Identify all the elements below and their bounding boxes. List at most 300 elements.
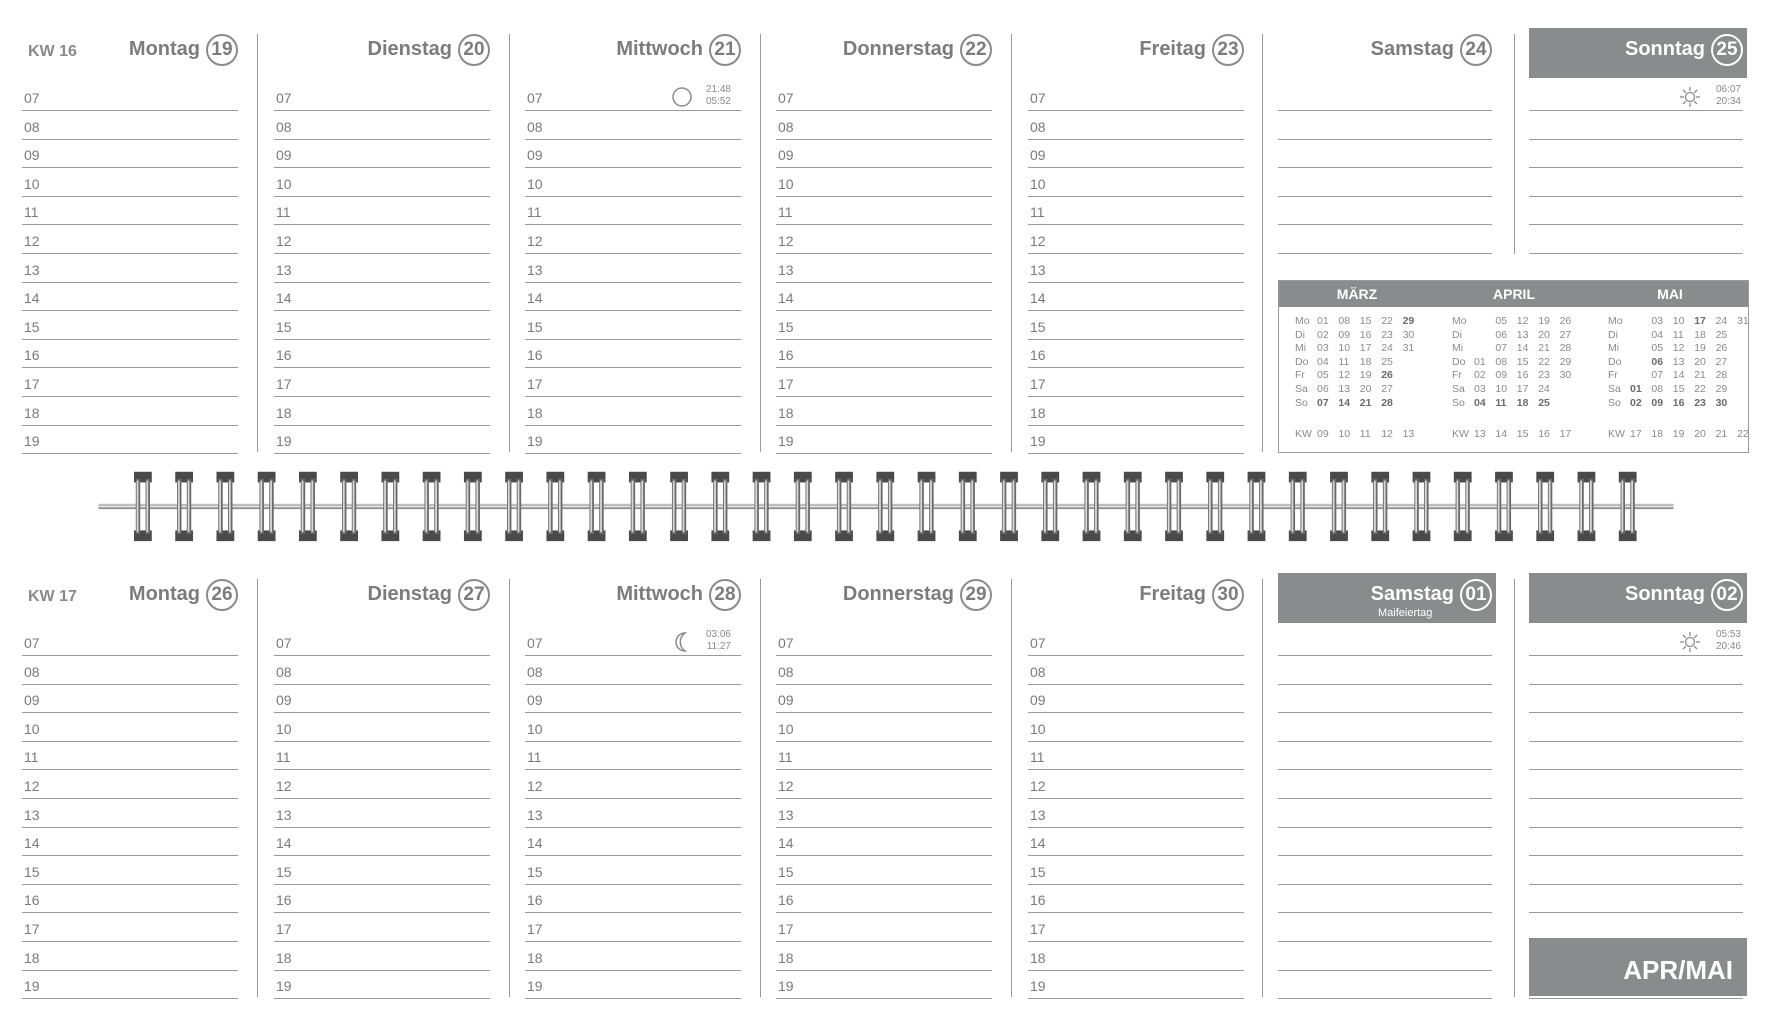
hour-line <box>22 769 238 770</box>
hour-line <box>525 798 741 799</box>
hour-line <box>1028 196 1244 197</box>
mini-calendar-date[interactable]: 12 <box>1672 342 1685 355</box>
mini-calendar-date[interactable]: 07 <box>1651 369 1664 382</box>
hour-label: 15 <box>527 318 543 335</box>
mini-calendar-date[interactable]: 17 <box>1516 383 1529 395</box>
hour-line <box>22 827 238 828</box>
hour-label: 16 <box>276 892 292 909</box>
mini-calendar-date[interactable]: 25 <box>1381 355 1393 368</box>
mini-calendar-date[interactable]: 09 <box>1651 396 1664 409</box>
day-number-badge[interactable]: 23 <box>1212 34 1244 66</box>
hour-label: 12 <box>527 233 543 249</box>
mini-calendar-date[interactable]: 15 <box>1359 315 1372 327</box>
mini-calendar-date[interactable]: 03 <box>1651 315 1664 327</box>
mini-calendar-date[interactable]: 07 <box>1495 342 1508 355</box>
hour-line <box>1028 769 1244 770</box>
mini-calendar-date[interactable]: 10 <box>1672 315 1685 327</box>
hour-line <box>525 941 741 942</box>
day-name: Donnerstag <box>842 583 954 605</box>
mini-calendar-date[interactable]: 02 <box>1630 396 1642 409</box>
hour-line <box>1028 110 1244 111</box>
mini-calendar-date[interactable]: 17 <box>1359 342 1372 355</box>
hour-label: 12 <box>1030 233 1046 249</box>
hour-label: 11 <box>24 204 39 221</box>
day-name: Samstag <box>1370 38 1454 60</box>
mini-calendar-date[interactable]: 30 <box>1559 369 1572 382</box>
mini-calendar-date[interactable]: 26 <box>1381 369 1393 382</box>
hour-line <box>776 855 992 856</box>
mini-calendar-week: 12 <box>1381 428 1393 440</box>
hour-line <box>776 339 992 340</box>
hour-label: 12 <box>1030 778 1046 794</box>
mini-calendar-date[interactable]: 16 <box>1359 328 1372 341</box>
hour-line <box>1529 655 1743 656</box>
column-divider <box>1514 34 1515 254</box>
mini-calendar-date[interactable]: 19 <box>1538 315 1550 327</box>
mini-calendar-week: 15 <box>1516 428 1529 440</box>
hour-label: 16 <box>276 347 292 364</box>
hour-label: 15 <box>527 863 543 880</box>
day-number-badge[interactable]: 21 <box>709 34 741 66</box>
mini-calendar-date[interactable]: 04 <box>1651 328 1664 341</box>
mini-calendar-date[interactable]: 15 <box>1516 355 1529 368</box>
hour-line <box>525 282 741 283</box>
mini-calendar-date[interactable]: 03 <box>1317 342 1329 355</box>
day-number-badge[interactable]: 28 <box>709 579 741 611</box>
mini-calendar-date[interactable]: 27 <box>1559 328 1572 341</box>
hour-line <box>776 310 992 311</box>
hour-label: 08 <box>527 118 543 135</box>
hour-line <box>525 712 741 713</box>
day-header-highlight <box>1529 28 1747 78</box>
mini-calendar-date[interactable]: 20 <box>1359 383 1372 395</box>
hour-label: 13 <box>276 806 292 823</box>
day-name: Montag <box>128 38 200 60</box>
weekday-abbr: Do <box>1452 355 1466 368</box>
hour-label: 14 <box>1030 290 1046 307</box>
mini-calendar-date[interactable]: 06 <box>1317 383 1329 395</box>
hour-line <box>274 798 490 799</box>
mini-calendar-date[interactable]: 24 <box>1381 342 1393 355</box>
hour-line <box>1529 912 1743 913</box>
hour-line <box>22 912 238 913</box>
hour-label: 15 <box>1030 318 1046 335</box>
weekday-abbr: Fr <box>1608 369 1618 382</box>
hour-line <box>776 396 992 397</box>
hour-label: 07 <box>527 90 543 106</box>
hour-label: 07 <box>1030 90 1046 106</box>
hour-label: 09 <box>527 692 543 709</box>
hour-label: 10 <box>778 720 794 737</box>
hour-line <box>1529 884 1743 885</box>
hour-label: 10 <box>1030 720 1046 737</box>
hour-line <box>1028 310 1244 311</box>
hour-label: 12 <box>778 778 794 794</box>
hour-line <box>1529 712 1743 713</box>
mini-calendar-date[interactable]: 16 <box>1516 369 1529 382</box>
hour-line <box>525 110 741 111</box>
hour-label: 10 <box>1030 175 1046 192</box>
hour-label: 17 <box>527 921 543 937</box>
day-name: Sonntag <box>1625 583 1705 605</box>
hour-line <box>776 453 992 454</box>
hour-line <box>22 224 238 225</box>
hour-line <box>1028 167 1244 168</box>
weekday-abbr: Do <box>1608 355 1622 368</box>
hour-label: 13 <box>778 806 794 823</box>
moonrise-time: 03:06 <box>705 629 731 640</box>
hour-label: 16 <box>778 347 794 364</box>
mini-calendar-week: 17 <box>1559 428 1572 440</box>
hour-line <box>1028 425 1244 426</box>
day-number-badge[interactable]: 30 <box>1212 579 1244 611</box>
hour-label: 11 <box>276 204 291 221</box>
hour-line <box>274 769 490 770</box>
mini-calendar-week: 16 <box>1538 428 1550 440</box>
day-number-badge[interactable]: 27 <box>458 579 490 611</box>
mini-calendar-date[interactable]: 08 <box>1651 383 1664 395</box>
hour-label: 14 <box>24 290 40 307</box>
hour-line <box>274 196 490 197</box>
hour-line <box>1028 827 1244 828</box>
hour-label: 11 <box>527 749 542 766</box>
mini-calendar <box>1278 280 1749 453</box>
hour-label: 17 <box>24 921 40 937</box>
mini-calendar-date[interactable]: 27 <box>1381 383 1393 395</box>
hour-label: 18 <box>276 404 292 421</box>
hour-line <box>1278 712 1492 713</box>
mini-calendar-date[interactable]: 28 <box>1715 369 1728 382</box>
mini-calendar-date[interactable]: 04 <box>1474 396 1486 409</box>
mini-calendar-date[interactable]: 05 <box>1495 315 1508 327</box>
hour-label: 14 <box>1030 835 1046 852</box>
hour-line <box>274 425 490 426</box>
hour-line <box>776 167 992 168</box>
mini-calendar-date[interactable]: 21 <box>1538 342 1550 355</box>
mini-calendar-date[interactable]: 22 <box>1694 383 1706 395</box>
mini-calendar-week: 21 <box>1715 428 1728 440</box>
hour-line <box>1028 367 1244 368</box>
sunrise-time: 05:53 <box>1715 629 1741 640</box>
day-name: Sonntag <box>1625 38 1705 60</box>
weekday-abbr: Fr <box>1295 369 1305 382</box>
hour-line <box>525 339 741 340</box>
mini-calendar-date[interactable]: 29 <box>1715 383 1728 395</box>
hour-line <box>776 712 992 713</box>
hour-line <box>525 453 741 454</box>
mini-calendar-date[interactable]: 27 <box>1715 355 1728 368</box>
hour-label: 15 <box>778 318 794 335</box>
month-name: MAI <box>1657 286 1683 302</box>
hour-line <box>274 912 490 913</box>
sun-icon <box>1679 631 1701 653</box>
hour-label: 14 <box>276 290 292 307</box>
day-name: Samstag <box>1370 583 1454 605</box>
mini-calendar-date[interactable]: 02 <box>1317 328 1329 341</box>
hour-line <box>525 684 741 685</box>
column-divider <box>1011 579 1012 997</box>
hour-line <box>525 167 741 168</box>
sun-icon <box>1679 86 1701 108</box>
hour-line <box>525 224 741 225</box>
column-divider <box>1011 34 1012 452</box>
hour-label: 17 <box>778 376 794 392</box>
column-divider <box>1514 579 1515 997</box>
day-number-badge[interactable]: 29 <box>960 579 992 611</box>
hour-label: 16 <box>527 892 543 909</box>
hour-label: 14 <box>276 835 292 852</box>
hour-line <box>1278 167 1492 168</box>
mini-calendar-date[interactable]: 22 <box>1538 355 1550 368</box>
hour-label: 16 <box>778 892 794 909</box>
day-name: Mittwoch <box>616 583 703 605</box>
hour-line <box>525 741 741 742</box>
mini-calendar-date[interactable]: 28 <box>1559 342 1572 355</box>
mini-calendar-date[interactable]: 30 <box>1715 396 1728 409</box>
hour-label: 12 <box>527 778 543 794</box>
hour-line <box>525 655 741 656</box>
mini-calendar-date[interactable]: 06 <box>1651 355 1664 368</box>
holiday-label: Maifeiertag <box>1378 607 1433 619</box>
hour-label: 09 <box>1030 692 1046 709</box>
hour-label: 15 <box>24 863 40 880</box>
mini-calendar-date[interactable]: 07 <box>1317 396 1329 409</box>
mini-calendar-date[interactable]: 15 <box>1672 383 1685 395</box>
mini-calendar-date[interactable]: 20 <box>1538 328 1550 341</box>
hour-label: 19 <box>24 978 40 995</box>
mini-calendar-date[interactable]: 13 <box>1516 328 1529 341</box>
day-number-badge[interactable]: 02 <box>1711 579 1743 611</box>
day-number-badge[interactable]: 25 <box>1711 34 1743 66</box>
hour-label: 18 <box>778 949 794 966</box>
hour-label: 10 <box>276 720 292 737</box>
hour-line <box>1278 998 1492 999</box>
day-number-badge[interactable]: 20 <box>458 34 490 66</box>
hour-line <box>776 253 992 254</box>
mini-calendar-header <box>1279 281 1748 307</box>
mini-calendar-date[interactable]: 31 <box>1737 315 1749 327</box>
hour-line <box>274 998 490 999</box>
mini-calendar-date[interactable]: 10 <box>1338 342 1351 355</box>
mini-calendar-date[interactable]: 29 <box>1402 315 1415 327</box>
hour-line <box>274 684 490 685</box>
hour-line <box>525 396 741 397</box>
hour-line <box>22 684 238 685</box>
hour-label: 16 <box>1030 347 1046 364</box>
kw-abbr: KW <box>1608 428 1625 440</box>
month-name: APRIL <box>1493 286 1535 302</box>
mini-calendar-date[interactable]: 17 <box>1694 315 1706 327</box>
mini-calendar-date[interactable]: 23 <box>1694 396 1706 409</box>
mini-calendar-date[interactable]: 29 <box>1559 355 1572 368</box>
mini-calendar-date[interactable]: 11 <box>1672 328 1684 341</box>
mini-calendar-date[interactable]: 16 <box>1672 396 1685 409</box>
hour-line <box>1278 912 1492 913</box>
mini-calendar-date[interactable]: 19 <box>1359 369 1372 382</box>
mini-calendar-date[interactable]: 14 <box>1516 342 1529 355</box>
day-number-badge[interactable]: 19 <box>206 34 238 66</box>
hour-line <box>1028 224 1244 225</box>
hour-line <box>22 453 238 454</box>
mini-calendar-date[interactable]: 18 <box>1359 355 1372 368</box>
hour-label: 08 <box>778 118 794 135</box>
mini-calendar-date[interactable]: 02 <box>1474 369 1486 382</box>
day-header-highlight <box>1529 573 1747 623</box>
moonset-time: 11:27 <box>706 641 731 652</box>
hour-line <box>1529 855 1743 856</box>
mini-calendar-date[interactable]: 24 <box>1715 315 1728 327</box>
hour-line <box>22 310 238 311</box>
hour-label: 10 <box>527 175 543 192</box>
mini-calendar-date[interactable]: 01 <box>1474 355 1486 368</box>
mini-calendar-date[interactable]: 11 <box>1338 355 1350 368</box>
day-number-badge[interactable]: 22 <box>960 34 992 66</box>
column-divider <box>1262 34 1263 452</box>
hour-label: 18 <box>778 404 794 421</box>
mini-calendar-date[interactable]: 08 <box>1338 315 1351 327</box>
mini-calendar-date[interactable]: 03 <box>1474 383 1486 395</box>
hour-line <box>776 884 992 885</box>
hour-label: 09 <box>778 692 794 709</box>
hour-label: 08 <box>276 118 292 135</box>
mini-calendar-date[interactable]: 12 <box>1516 315 1529 327</box>
hour-label: 13 <box>778 261 794 278</box>
hour-label: 15 <box>1030 863 1046 880</box>
hour-line <box>1028 453 1244 454</box>
kw-abbr: KW <box>1452 428 1469 440</box>
mini-calendar-date[interactable]: 31 <box>1402 342 1415 355</box>
hour-label: 10 <box>276 175 292 192</box>
hour-label: 18 <box>1030 949 1046 966</box>
hour-line <box>1278 224 1492 225</box>
hour-label: 13 <box>527 806 543 823</box>
mini-calendar-date[interactable]: 23 <box>1381 328 1393 341</box>
hour-line <box>1028 712 1244 713</box>
hour-label: 18 <box>24 404 40 421</box>
hour-line <box>1028 855 1244 856</box>
day-number-badge[interactable]: 26 <box>206 579 238 611</box>
hour-label: 10 <box>778 175 794 192</box>
hour-label: 14 <box>778 835 794 852</box>
mini-calendar-date[interactable]: 28 <box>1381 396 1393 409</box>
hour-label: 14 <box>24 835 40 852</box>
hour-line <box>525 855 741 856</box>
hour-label: 12 <box>276 778 292 794</box>
mini-calendar-date[interactable]: 06 <box>1495 328 1508 341</box>
hour-label: 14 <box>527 290 543 307</box>
mini-calendar-date[interactable]: 08 <box>1495 355 1508 368</box>
day-number-badge[interactable]: 01 <box>1460 579 1492 611</box>
weekday-abbr: Sa <box>1608 383 1621 395</box>
hour-label: 13 <box>24 261 40 278</box>
hour-line <box>525 367 741 368</box>
hour-line <box>22 139 238 140</box>
mini-calendar-date[interactable]: 21 <box>1694 369 1706 382</box>
weekday-abbr: Di <box>1608 328 1618 341</box>
sunrise-time: 06:07 <box>1715 84 1741 95</box>
mini-calendar-date[interactable]: 18 <box>1694 328 1706 341</box>
hour-line <box>1028 741 1244 742</box>
hour-line <box>525 253 741 254</box>
hour-label: 07 <box>276 90 292 106</box>
hour-label: 19 <box>1030 433 1046 450</box>
hour-line <box>1028 655 1244 656</box>
hour-label: 17 <box>276 921 292 937</box>
hour-label: 11 <box>1030 749 1045 766</box>
hour-line <box>1028 798 1244 799</box>
hour-line <box>274 741 490 742</box>
waning-crescent-icon <box>671 631 693 653</box>
mini-calendar-date[interactable]: 21 <box>1359 396 1372 409</box>
sunset-time: 20:46 <box>1715 641 1741 652</box>
hour-line <box>776 941 992 942</box>
hour-label: 18 <box>527 949 543 966</box>
mini-calendar-date[interactable]: 13 <box>1672 355 1685 368</box>
hour-line <box>1278 655 1492 656</box>
mini-calendar-date[interactable]: 01 <box>1317 315 1329 327</box>
hour-line <box>1278 196 1492 197</box>
hour-line <box>274 367 490 368</box>
mini-calendar-date[interactable]: 30 <box>1402 328 1415 341</box>
mini-calendar-date[interactable]: 09 <box>1338 328 1351 341</box>
mini-calendar-date[interactable]: 26 <box>1715 342 1728 355</box>
mini-calendar-date[interactable]: 18 <box>1516 396 1529 409</box>
hour-label: 09 <box>24 692 40 709</box>
hour-line <box>274 655 490 656</box>
mini-calendar-date[interactable]: 01 <box>1630 383 1642 395</box>
hour-line <box>274 396 490 397</box>
mini-calendar-date[interactable]: 19 <box>1694 342 1706 355</box>
mini-calendar-date[interactable]: 22 <box>1381 315 1393 327</box>
weekday-abbr: Di <box>1452 328 1462 341</box>
hour-label: 13 <box>24 806 40 823</box>
day-number-badge[interactable]: 24 <box>1460 34 1492 66</box>
mini-calendar-date[interactable]: 05 <box>1651 342 1664 355</box>
mini-calendar-date[interactable]: 09 <box>1495 369 1508 382</box>
mini-calendar-date[interactable]: 12 <box>1338 369 1351 382</box>
hour-line <box>525 912 741 913</box>
column-divider <box>509 579 510 997</box>
hour-label: 16 <box>24 892 40 909</box>
hour-label: 18 <box>276 949 292 966</box>
mini-calendar-date[interactable]: 05 <box>1317 369 1329 382</box>
mini-calendar-date[interactable]: 26 <box>1559 315 1572 327</box>
mini-calendar-date[interactable]: 23 <box>1538 369 1550 382</box>
hour-label: 09 <box>276 692 292 709</box>
hour-line <box>1529 998 1743 999</box>
hour-line <box>776 769 992 770</box>
mini-calendar-date[interactable]: 11 <box>1495 396 1507 409</box>
hour-label: 07 <box>276 635 292 651</box>
mini-calendar-date[interactable]: 25 <box>1715 328 1728 341</box>
mini-calendar-date[interactable]: 25 <box>1538 396 1550 409</box>
mini-calendar-date[interactable]: 14 <box>1338 396 1351 409</box>
mini-calendar-date[interactable]: 13 <box>1338 383 1351 395</box>
mini-calendar-date[interactable]: 24 <box>1538 383 1550 395</box>
hour-line <box>1278 741 1492 742</box>
hour-line <box>1529 798 1743 799</box>
hour-line <box>776 196 992 197</box>
mini-calendar-date[interactable]: 10 <box>1495 383 1508 395</box>
moonset-time: 05:52 <box>705 96 731 107</box>
hour-line <box>1529 741 1743 742</box>
weekday-abbr: So <box>1452 396 1465 409</box>
mini-calendar-date[interactable]: 14 <box>1672 369 1685 382</box>
mini-calendar-date[interactable]: 20 <box>1694 355 1706 368</box>
hour-label: 13 <box>276 261 292 278</box>
hour-line <box>525 425 741 426</box>
mini-calendar-date[interactable]: 04 <box>1317 355 1329 368</box>
